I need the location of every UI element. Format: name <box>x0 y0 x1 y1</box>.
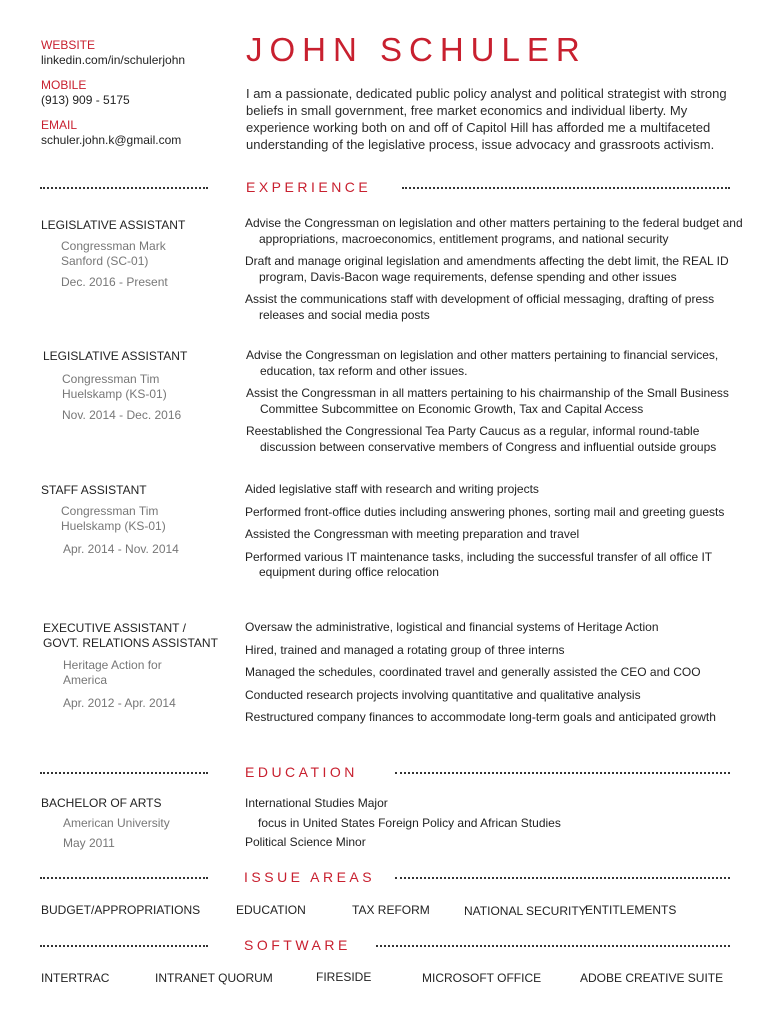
job-dates: Apr. 2012 - Apr. 2014 <box>63 696 176 710</box>
job-bullet: Managed the schedules, coordinated travel and generally assisted the CEO and COO <box>245 665 701 679</box>
graduation-date: May 2011 <box>63 836 115 850</box>
divider-left <box>40 772 208 774</box>
section-experience: EXPERIENCE <box>246 179 372 195</box>
software-item: FIRESIDE <box>316 970 372 984</box>
job-bullets <box>245 620 745 733</box>
job-bullet: Hired, trained and managed a rotating group of three interns <box>245 642 565 657</box>
section-education: EDUCATION <box>245 764 358 780</box>
contact-mobile[interactable]: (913) 909 - 5175 <box>41 93 130 107</box>
issue-area-item: EDUCATION <box>236 903 306 917</box>
school-name: American University <box>63 816 170 830</box>
job-bullet: Advise the Congressman on legislation and other matters pertaining to financial services, education, tax reform and other issues. <box>246 348 719 378</box>
contact-email[interactable]: schuler.john.k@gmail.com <box>41 133 182 147</box>
education-details <box>245 796 745 851</box>
software-item: MICROSOFT OFFICE <box>422 971 542 985</box>
job-bullet: Draft and manage original legislation and amendments affecting the debt limit, the REAL ID program, Davis-Bacon wage requirements, defense spending and other issues <box>245 254 729 284</box>
candidate-name: JOHN SCHULER <box>246 31 587 68</box>
job-dates: Apr. 2014 - Nov. 2014 <box>63 542 179 556</box>
divider-left <box>40 187 208 189</box>
job-bullet: Restructured company finances to accommodate long-term goals and anticipated growth <box>245 710 716 724</box>
divider-right <box>402 187 730 189</box>
issue-area-item: ENTITLEMENTS <box>585 903 677 917</box>
job-title <box>41 483 147 498</box>
issue-area-item: BUDGET/APPROPRIATIONS <box>41 903 201 917</box>
job-title <box>43 621 218 651</box>
divider-left <box>40 945 208 947</box>
software-item: INTRANET QUORUM <box>155 971 273 985</box>
job-bullet: Performed front-office duties including answering phones, sorting mail and greeting guests <box>245 504 725 519</box>
education-major: International Studies Major <box>245 796 388 810</box>
education-minor: Political Science Minor <box>245 835 366 849</box>
education-focus: focus in United States Foreign Policy and African Studies <box>258 815 561 830</box>
section-software: SOFTWARE <box>244 937 351 953</box>
job-employer: Heritage Action for America <box>63 658 162 687</box>
job-bullet: Conducted research projects involving quantitative and qualitative analysis <box>245 687 641 702</box>
divider-left <box>40 877 208 879</box>
contact-website-label: WEBSITE <box>41 38 96 52</box>
job-title <box>43 349 187 364</box>
job-title-line: GOVT. RELATIONS ASSISTANT <box>43 636 218 650</box>
job-bullets <box>245 216 745 330</box>
software-item: INTERTRAC <box>41 971 110 985</box>
job-bullet: Advise the Congressman on legislation and other matters pertaining to the federal budget and appropriations, macroeconomics, entitlement programs, and national security <box>245 216 743 246</box>
job-bullet: Assist the communications staff with development of official messaging, drafting of press releases and social media posts <box>245 292 715 322</box>
job-bullets <box>245 482 745 588</box>
issue-area-item: TAX REFORM <box>352 903 430 917</box>
issue-area-item: NATIONAL SECURITY <box>464 904 587 918</box>
job-bullets <box>246 348 746 462</box>
degree-title: BACHELOR OF ARTS <box>41 796 162 810</box>
job-bullet: Assist the Congressman in all matters pertaining to his chairmanship of the Small Business Committee Subcommittee on Economic Growth, Tax and Capital Access <box>246 386 729 416</box>
profile-summary: I am a passionate, dedicated public policy analyst and political strategist with strong beliefs in small government, free market economics and individual liberty. My experience working both on and off of Capitol Hill has afforded me a multifaceted understanding of the legislative process, issue advocacy and grassroots activism. <box>246 86 727 152</box>
job-bullet: Performed various IT maintenance tasks, including the successful transfer of all office IT equipment during office relocation <box>245 549 712 579</box>
job-title-line: EXECUTIVE ASSISTANT / <box>43 621 186 635</box>
job-dates: Nov. 2014 - Dec. 2016 <box>62 408 182 422</box>
job-bullet: Aided legislative staff with research and writing projects <box>245 482 539 496</box>
job-bullet: Reestablished the Congressional Tea Party Caucus as a regular, informal round-table discussion between conservative members of Congress and influential outside groups <box>246 424 717 454</box>
job-employer: Congressman Tim Huelskamp (KS-01) <box>61 504 166 533</box>
software-item: ADOBE CREATIVE SUITE <box>580 971 724 985</box>
divider-right <box>395 877 730 879</box>
divider-right <box>376 945 730 947</box>
job-title-line: STAFF ASSISTANT <box>41 483 147 497</box>
job-dates: Dec. 2016 - Present <box>61 275 168 289</box>
job-employer: Congressman Mark Sanford (SC-01) <box>61 239 166 268</box>
job-bullet: Assisted the Congressman with meeting preparation and travel <box>245 527 580 541</box>
section-issue-areas: ISSUE AREAS <box>244 869 376 885</box>
contact-info <box>41 38 185 148</box>
job-bullet: Oversaw the administrative, logistical and financial systems of Heritage Action <box>245 620 659 634</box>
job-employer: Congressman Tim Huelskamp (KS-01) <box>62 372 167 401</box>
contact-email-label: EMAIL <box>41 118 78 132</box>
divider-right <box>395 772 730 774</box>
contact-mobile-label: MOBILE <box>41 78 87 92</box>
contact-website[interactable]: linkedin.com/in/schulerjohn <box>41 53 186 67</box>
job-title-line: LEGISLATIVE ASSISTANT <box>43 349 188 363</box>
job-title <box>41 218 185 233</box>
job-title-line: LEGISLATIVE ASSISTANT <box>41 218 186 232</box>
